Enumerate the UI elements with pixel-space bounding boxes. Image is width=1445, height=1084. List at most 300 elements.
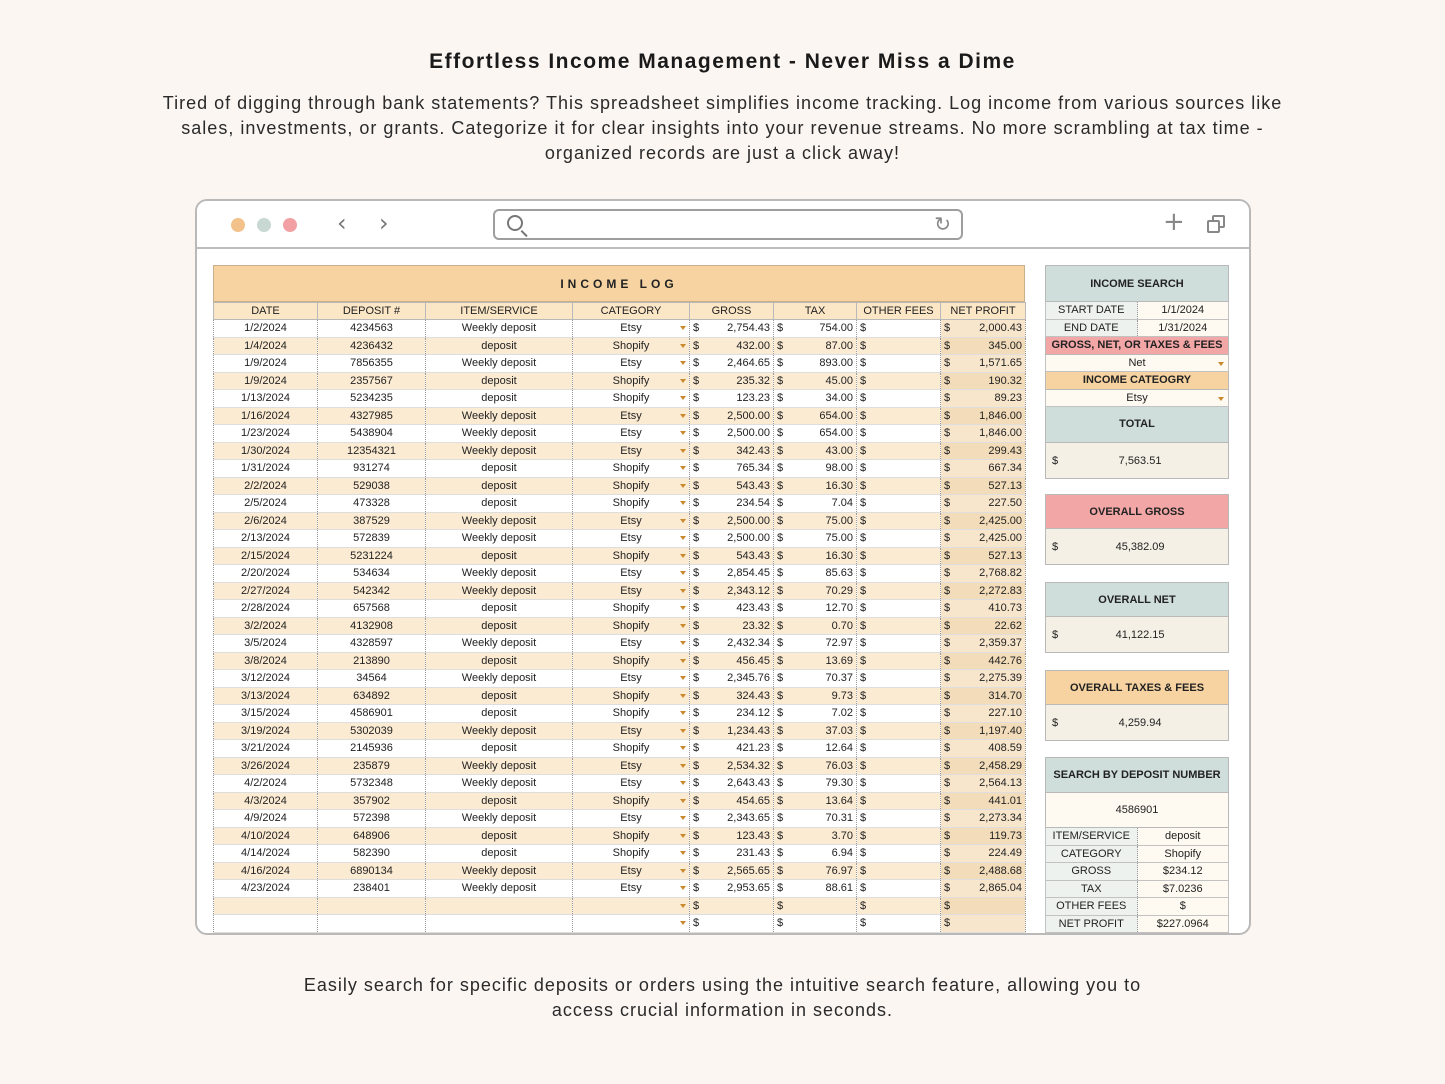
date-cell[interactable]: 2/15/2024 [214, 547, 318, 565]
tax-cell[interactable] [774, 582, 857, 600]
item-cell[interactable]: Weekly deposit [426, 757, 573, 775]
gross-cell[interactable] [690, 915, 774, 933]
gross-cell[interactable] [690, 705, 774, 723]
back-chevron-icon[interactable]: ‹ [337, 209, 347, 237]
tax-cell[interactable] [774, 372, 857, 390]
deposit-cell[interactable]: 5732348 [318, 775, 426, 793]
chevron-down-icon[interactable] [680, 851, 686, 855]
deposit-cell[interactable]: 634892 [318, 687, 426, 705]
gross-cell[interactable] [690, 407, 774, 425]
gross-cell[interactable] [690, 687, 774, 705]
deposit-cell[interactable]: 572398 [318, 810, 426, 828]
other-fees-cell[interactable] [857, 845, 941, 863]
gross-cell[interactable] [690, 792, 774, 810]
date-cell[interactable]: 2/27/2024 [214, 582, 318, 600]
category-cell[interactable] [573, 617, 690, 635]
tax-cell[interactable] [774, 880, 857, 898]
reload-icon[interactable]: ↻ [934, 212, 951, 236]
other-fees-cell[interactable] [857, 442, 941, 460]
gross-cell[interactable] [690, 635, 774, 653]
item-cell[interactable]: Weekly deposit [426, 775, 573, 793]
other-fees-cell[interactable] [857, 600, 941, 618]
category-cell[interactable] [573, 687, 690, 705]
gross-cell[interactable] [690, 460, 774, 478]
chevron-down-icon[interactable] [680, 466, 686, 470]
gross-cell[interactable] [690, 652, 774, 670]
net-profit-cell[interactable] [941, 547, 1026, 565]
column-header-item-service[interactable]: ITEM/SERVICE [426, 303, 573, 320]
date-cell[interactable]: 2/20/2024 [214, 565, 318, 583]
tax-cell[interactable] [774, 390, 857, 408]
tax-cell[interactable] [774, 757, 857, 775]
category-select[interactable] [1045, 390, 1229, 408]
deposit-cell[interactable]: 4328597 [318, 635, 426, 653]
category-cell[interactable] [573, 477, 690, 495]
net-profit-cell[interactable] [941, 722, 1026, 740]
tax-cell[interactable] [774, 355, 857, 373]
item-cell[interactable]: deposit [426, 740, 573, 758]
net-profit-cell[interactable] [941, 530, 1026, 548]
category-cell[interactable] [573, 495, 690, 513]
end-date-value[interactable]: 1/31/2024 [1138, 320, 1229, 337]
category-cell[interactable] [573, 670, 690, 688]
deposit-cell[interactable]: 6890134 [318, 862, 426, 880]
deposit-cell[interactable]: 213890 [318, 652, 426, 670]
tax-cell[interactable] [774, 407, 857, 425]
net-profit-cell[interactable] [941, 757, 1026, 775]
other-fees-cell[interactable] [857, 460, 941, 478]
type-select[interactable] [1045, 355, 1229, 373]
column-header-tax[interactable]: TAX [774, 303, 857, 320]
chevron-down-icon[interactable] [1218, 362, 1224, 366]
category-cell[interactable] [573, 355, 690, 373]
category-cell[interactable] [573, 460, 690, 478]
net-profit-cell[interactable] [941, 810, 1026, 828]
gross-cell[interactable] [690, 355, 774, 373]
deposit-cell[interactable]: 473328 [318, 495, 426, 513]
other-fees-cell[interactable] [857, 390, 941, 408]
other-fees-cell[interactable] [857, 617, 941, 635]
net-profit-cell[interactable] [941, 862, 1026, 880]
item-cell[interactable]: Weekly deposit [426, 565, 573, 583]
gross-cell[interactable] [690, 320, 774, 338]
date-cell[interactable]: 2/13/2024 [214, 530, 318, 548]
chevron-down-icon[interactable] [680, 606, 686, 610]
deposit-cell[interactable]: 2145936 [318, 740, 426, 758]
deposit-cell[interactable]: 34564 [318, 670, 426, 688]
category-cell[interactable] [573, 425, 690, 443]
deposit-cell[interactable]: 657568 [318, 600, 426, 618]
date-cell[interactable]: 3/8/2024 [214, 652, 318, 670]
other-fees-cell[interactable] [857, 792, 941, 810]
other-fees-cell[interactable] [857, 915, 941, 933]
deposit-cell[interactable] [318, 915, 426, 933]
tax-cell[interactable] [774, 862, 857, 880]
chevron-down-icon[interactable] [680, 904, 686, 908]
category-cell[interactable] [573, 635, 690, 653]
item-cell[interactable]: deposit [426, 845, 573, 863]
chevron-down-icon[interactable] [1218, 397, 1224, 401]
date-cell[interactable] [214, 897, 318, 915]
other-fees-cell[interactable] [857, 880, 941, 898]
net-profit-cell[interactable] [941, 337, 1026, 355]
category-cell[interactable] [573, 547, 690, 565]
category-cell[interactable] [573, 845, 690, 863]
other-fees-cell[interactable] [857, 670, 941, 688]
chevron-down-icon[interactable] [680, 624, 686, 628]
date-cell[interactable]: 4/14/2024 [214, 845, 318, 863]
category-cell[interactable] [573, 740, 690, 758]
net-profit-cell[interactable] [941, 477, 1026, 495]
item-cell[interactable]: deposit [426, 600, 573, 618]
tax-cell[interactable] [774, 460, 857, 478]
gross-cell[interactable] [690, 425, 774, 443]
date-cell[interactable]: 1/31/2024 [214, 460, 318, 478]
gross-cell[interactable] [690, 582, 774, 600]
category-cell[interactable] [573, 722, 690, 740]
item-cell[interactable]: deposit [426, 792, 573, 810]
net-profit-cell[interactable] [941, 652, 1026, 670]
gross-cell[interactable] [690, 495, 774, 513]
date-cell[interactable]: 1/16/2024 [214, 407, 318, 425]
other-fees-cell[interactable] [857, 757, 941, 775]
item-cell[interactable]: deposit [426, 547, 573, 565]
deposit-cell[interactable]: 238401 [318, 880, 426, 898]
category-cell[interactable] [573, 372, 690, 390]
category-cell[interactable] [573, 407, 690, 425]
net-profit-cell[interactable] [941, 792, 1026, 810]
deposit-cell[interactable]: 2357567 [318, 372, 426, 390]
tax-cell[interactable] [774, 337, 857, 355]
net-profit-cell[interactable] [941, 442, 1026, 460]
deposit-cell[interactable]: 12354321 [318, 442, 426, 460]
item-cell[interactable]: deposit [426, 460, 573, 478]
tax-cell[interactable] [774, 425, 857, 443]
item-cell[interactable]: Weekly deposit [426, 582, 573, 600]
item-cell[interactable]: deposit [426, 390, 573, 408]
tax-cell[interactable] [774, 617, 857, 635]
chevron-down-icon[interactable] [680, 869, 686, 873]
other-fees-cell[interactable] [857, 582, 941, 600]
chevron-down-icon[interactable] [680, 781, 686, 785]
chevron-down-icon[interactable] [680, 834, 686, 838]
category-cell[interactable] [573, 337, 690, 355]
category-cell[interactable] [573, 565, 690, 583]
column-header-category[interactable]: CATEGORY [573, 303, 690, 320]
deposit-cell[interactable]: 235879 [318, 757, 426, 775]
chevron-down-icon[interactable] [680, 659, 686, 663]
date-cell[interactable]: 1/30/2024 [214, 442, 318, 460]
net-profit-cell[interactable] [941, 880, 1026, 898]
gross-cell[interactable] [690, 530, 774, 548]
net-profit-cell[interactable] [941, 512, 1026, 530]
item-cell[interactable]: deposit [426, 495, 573, 513]
item-cell[interactable]: Weekly deposit [426, 635, 573, 653]
tax-cell[interactable] [774, 897, 857, 915]
gross-cell[interactable] [690, 757, 774, 775]
deposit-cell[interactable]: 572839 [318, 530, 426, 548]
chevron-down-icon[interactable] [680, 536, 686, 540]
category-cell[interactable] [573, 792, 690, 810]
net-profit-cell[interactable] [941, 390, 1026, 408]
net-profit-cell[interactable] [941, 320, 1026, 338]
net-profit-cell[interactable] [941, 670, 1026, 688]
deposit-cell[interactable]: 542342 [318, 582, 426, 600]
column-header-other-fees[interactable]: OTHER FEES [857, 303, 941, 320]
date-cell[interactable]: 3/19/2024 [214, 722, 318, 740]
item-cell[interactable]: deposit [426, 477, 573, 495]
tax-cell[interactable] [774, 705, 857, 723]
tax-cell[interactable] [774, 477, 857, 495]
window-dot-teal[interactable] [257, 218, 271, 232]
item-cell[interactable]: Weekly deposit [426, 880, 573, 898]
net-profit-cell[interactable] [941, 740, 1026, 758]
category-cell[interactable] [573, 390, 690, 408]
item-cell[interactable]: Weekly deposit [426, 407, 573, 425]
gross-cell[interactable] [690, 740, 774, 758]
deposit-cell[interactable]: 4327985 [318, 407, 426, 425]
deposit-cell[interactable]: 529038 [318, 477, 426, 495]
category-cell[interactable] [573, 897, 690, 915]
window-dot-orange[interactable] [231, 218, 245, 232]
item-cell[interactable] [426, 897, 573, 915]
deposit-cell[interactable]: 5438904 [318, 425, 426, 443]
chevron-down-icon[interactable] [680, 816, 686, 820]
item-cell[interactable]: deposit [426, 687, 573, 705]
deposit-cell[interactable]: 4234563 [318, 320, 426, 338]
gross-cell[interactable] [690, 600, 774, 618]
other-fees-cell[interactable] [857, 477, 941, 495]
gross-cell[interactable] [690, 810, 774, 828]
category-cell[interactable] [573, 862, 690, 880]
chevron-down-icon[interactable] [680, 729, 686, 733]
date-cell[interactable] [214, 915, 318, 933]
gross-cell[interactable] [690, 337, 774, 355]
chevron-down-icon[interactable] [680, 886, 686, 890]
other-fees-cell[interactable] [857, 337, 941, 355]
net-profit-cell[interactable] [941, 495, 1026, 513]
category-cell[interactable] [573, 827, 690, 845]
net-profit-cell[interactable] [941, 425, 1026, 443]
item-cell[interactable]: Weekly deposit [426, 512, 573, 530]
tax-cell[interactable] [774, 635, 857, 653]
gross-cell[interactable] [690, 512, 774, 530]
copy-icon[interactable] [1207, 215, 1225, 233]
item-cell[interactable]: Weekly deposit [426, 862, 573, 880]
other-fees-cell[interactable] [857, 355, 941, 373]
chevron-down-icon[interactable] [680, 449, 686, 453]
date-cell[interactable]: 3/26/2024 [214, 757, 318, 775]
deposit-cell[interactable]: 931274 [318, 460, 426, 478]
other-fees-cell[interactable] [857, 827, 941, 845]
category-cell[interactable] [573, 320, 690, 338]
date-cell[interactable]: 3/21/2024 [214, 740, 318, 758]
date-cell[interactable]: 1/23/2024 [214, 425, 318, 443]
chevron-down-icon[interactable] [680, 676, 686, 680]
chevron-down-icon[interactable] [680, 711, 686, 715]
date-cell[interactable]: 4/16/2024 [214, 862, 318, 880]
tax-cell[interactable] [774, 687, 857, 705]
category-cell[interactable] [573, 530, 690, 548]
other-fees-cell[interactable] [857, 635, 941, 653]
other-fees-cell[interactable] [857, 495, 941, 513]
gross-cell[interactable] [690, 862, 774, 880]
other-fees-cell[interactable] [857, 425, 941, 443]
item-cell[interactable]: Weekly deposit [426, 530, 573, 548]
item-cell[interactable]: deposit [426, 617, 573, 635]
tax-cell[interactable] [774, 600, 857, 618]
address-bar[interactable] [493, 209, 963, 240]
other-fees-cell[interactable] [857, 722, 941, 740]
deposit-cell[interactable]: 5234235 [318, 390, 426, 408]
net-profit-cell[interactable] [941, 372, 1026, 390]
date-cell[interactable]: 1/9/2024 [214, 355, 318, 373]
date-cell[interactable]: 1/9/2024 [214, 372, 318, 390]
other-fees-cell[interactable] [857, 372, 941, 390]
gross-cell[interactable] [690, 880, 774, 898]
category-cell[interactable] [573, 810, 690, 828]
column-header-net-profit[interactable]: NET PROFIT [941, 303, 1026, 320]
category-cell[interactable] [573, 915, 690, 933]
date-cell[interactable]: 4/23/2024 [214, 880, 318, 898]
category-cell[interactable] [573, 442, 690, 460]
item-cell[interactable]: deposit [426, 372, 573, 390]
plus-icon[interactable]: + [1163, 207, 1185, 237]
tax-cell[interactable] [774, 740, 857, 758]
other-fees-cell[interactable] [857, 652, 941, 670]
gross-cell[interactable] [690, 722, 774, 740]
other-fees-cell[interactable] [857, 775, 941, 793]
item-cell[interactable]: deposit [426, 705, 573, 723]
deposit-cell[interactable] [318, 897, 426, 915]
deposit-cell[interactable]: 387529 [318, 512, 426, 530]
deposit-cell[interactable]: 5231224 [318, 547, 426, 565]
deposit-cell[interactable]: 582390 [318, 845, 426, 863]
net-profit-cell[interactable] [941, 705, 1026, 723]
date-cell[interactable]: 4/3/2024 [214, 792, 318, 810]
chevron-down-icon[interactable] [680, 746, 686, 750]
chevron-down-icon[interactable] [680, 571, 686, 575]
item-cell[interactable]: Weekly deposit [426, 355, 573, 373]
tax-cell[interactable] [774, 530, 857, 548]
window-dot-pink[interactable] [283, 218, 297, 232]
gross-cell[interactable] [690, 390, 774, 408]
category-cell[interactable] [573, 880, 690, 898]
item-cell[interactable] [426, 915, 573, 933]
other-fees-cell[interactable] [857, 407, 941, 425]
other-fees-cell[interactable] [857, 320, 941, 338]
gross-cell[interactable] [690, 897, 774, 915]
chevron-down-icon[interactable] [680, 519, 686, 523]
chevron-down-icon[interactable] [680, 396, 686, 400]
chevron-down-icon[interactable] [680, 764, 686, 768]
gross-cell[interactable] [690, 845, 774, 863]
gross-cell[interactable] [690, 617, 774, 635]
other-fees-cell[interactable] [857, 740, 941, 758]
category-cell[interactable] [573, 775, 690, 793]
item-cell[interactable]: Weekly deposit [426, 722, 573, 740]
date-cell[interactable]: 4/2/2024 [214, 775, 318, 793]
deposit-cell[interactable]: 4132908 [318, 617, 426, 635]
deposit-cell[interactable]: 7856355 [318, 355, 426, 373]
item-cell[interactable]: Weekly deposit [426, 320, 573, 338]
chevron-down-icon[interactable] [680, 501, 686, 505]
other-fees-cell[interactable] [857, 565, 941, 583]
date-cell[interactable]: 1/13/2024 [214, 390, 318, 408]
gross-cell[interactable] [690, 565, 774, 583]
item-cell[interactable]: deposit [426, 827, 573, 845]
tax-cell[interactable] [774, 512, 857, 530]
tax-cell[interactable] [774, 775, 857, 793]
tax-cell[interactable] [774, 652, 857, 670]
gross-cell[interactable] [690, 372, 774, 390]
gross-cell[interactable] [690, 547, 774, 565]
category-cell[interactable] [573, 512, 690, 530]
deposit-cell[interactable]: 357902 [318, 792, 426, 810]
chevron-down-icon[interactable] [680, 344, 686, 348]
chevron-down-icon[interactable] [680, 921, 686, 925]
net-profit-cell[interactable] [941, 600, 1026, 618]
net-profit-cell[interactable] [941, 460, 1026, 478]
tax-cell[interactable] [774, 845, 857, 863]
net-profit-cell[interactable] [941, 897, 1026, 915]
net-profit-cell[interactable] [941, 617, 1026, 635]
item-cell[interactable]: Weekly deposit [426, 442, 573, 460]
category-cell[interactable] [573, 757, 690, 775]
other-fees-cell[interactable] [857, 810, 941, 828]
net-profit-cell[interactable] [941, 565, 1026, 583]
column-header-deposit[interactable]: DEPOSIT # [318, 303, 426, 320]
deposit-cell[interactable]: 4236432 [318, 337, 426, 355]
gross-cell[interactable] [690, 477, 774, 495]
gross-cell[interactable] [690, 670, 774, 688]
category-cell[interactable] [573, 652, 690, 670]
category-cell[interactable] [573, 600, 690, 618]
category-cell[interactable] [573, 705, 690, 723]
start-date-value[interactable]: 1/1/2024 [1138, 302, 1229, 319]
tax-cell[interactable] [774, 792, 857, 810]
net-profit-cell[interactable] [941, 915, 1026, 933]
other-fees-cell[interactable] [857, 897, 941, 915]
item-cell[interactable]: deposit [426, 652, 573, 670]
date-cell[interactable]: 3/5/2024 [214, 635, 318, 653]
tax-cell[interactable] [774, 565, 857, 583]
other-fees-cell[interactable] [857, 512, 941, 530]
forward-chevron-icon[interactable]: › [379, 209, 389, 237]
date-cell[interactable]: 3/13/2024 [214, 687, 318, 705]
chevron-down-icon[interactable] [680, 379, 686, 383]
tax-cell[interactable] [774, 495, 857, 513]
gross-cell[interactable] [690, 827, 774, 845]
gross-cell[interactable] [690, 775, 774, 793]
other-fees-cell[interactable] [857, 547, 941, 565]
column-header-gross[interactable]: GROSS [690, 303, 774, 320]
chevron-down-icon[interactable] [680, 484, 686, 488]
other-fees-cell[interactable] [857, 705, 941, 723]
date-cell[interactable]: 4/9/2024 [214, 810, 318, 828]
other-fees-cell[interactable] [857, 687, 941, 705]
address-input[interactable] [535, 214, 915, 235]
date-cell[interactable]: 3/12/2024 [214, 670, 318, 688]
chevron-down-icon[interactable] [680, 641, 686, 645]
tax-cell[interactable] [774, 442, 857, 460]
deposit-cell[interactable]: 534634 [318, 565, 426, 583]
tax-cell[interactable] [774, 670, 857, 688]
date-cell[interactable]: 2/6/2024 [214, 512, 318, 530]
date-cell[interactable]: 1/2/2024 [214, 320, 318, 338]
tax-cell[interactable] [774, 810, 857, 828]
item-cell[interactable]: Weekly deposit [426, 425, 573, 443]
